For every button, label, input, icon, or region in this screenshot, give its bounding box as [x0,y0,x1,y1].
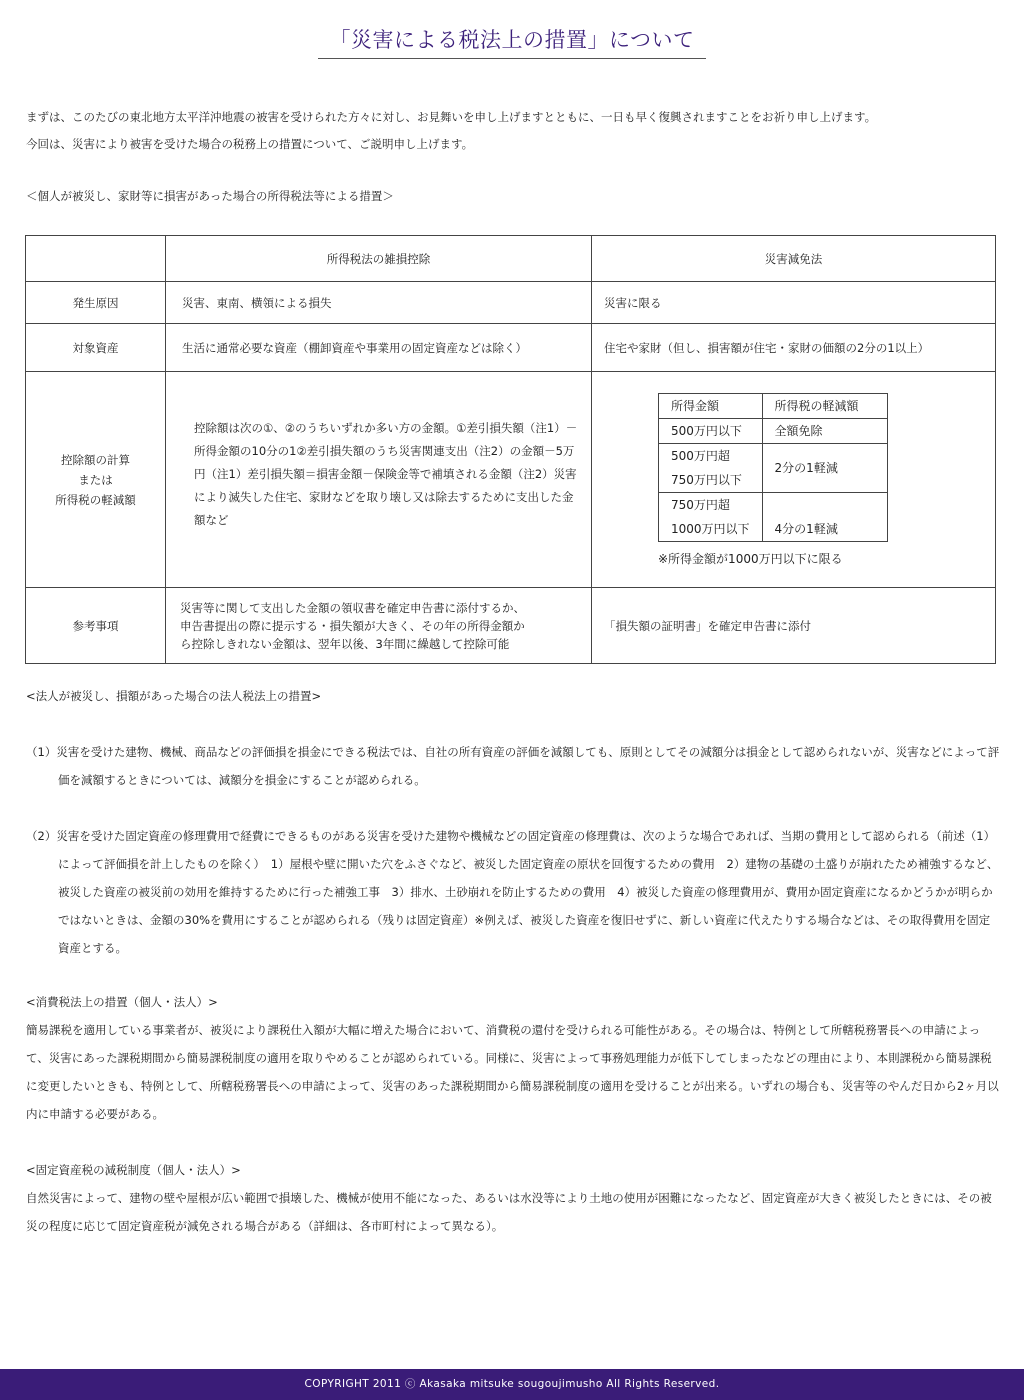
header-cell-genmen: 災害減免法 [592,236,996,282]
table-cell: 「損失額の証明書」を確定申告書に添付 [592,588,996,664]
table-row [26,324,996,372]
reduction-cell: 2分の1軽減 [762,443,887,492]
intro-line: 今回は、災害により被害を受けた場合の税務上の措置について、ご説明申し上げます。 [26,137,474,151]
consumption-body: 簡易課税を適用している事業者が、被災により課税仕入額が大幅に増えた場合において、消費税の還付を受けられる可能性がある。その場合は、特例として所轄税務署長への申請によって、災害にあった課税期間から簡易課税制度の適用を取りやめることが認められている。同様に、災害によって事務処理能力が低下してしまったなどの理由により、本則課税から簡易課税に変更したいときも、特例として、所轄税務署長への申請によって、災害のあった課税期間から簡易課税制度の適用を受けることが出来る。いずれの場合も、災害等のやんだ日から2ヶ月以内に申請する必要がある。 [26,1023,999,1121]
section-property-heading: <固定資産税の減税制度（個人・法人）> [26,1163,241,1177]
row-label [26,372,166,588]
reduction-cell: 4分の1軽減 [762,492,887,541]
row-label: 発生原因 [26,282,166,324]
income-line: 750万円以下 [671,472,742,487]
table-header-row [26,236,996,282]
corporate-item-1: （1）災害を受けた建物、機械、商品などの評価損を損金にできる税法では、自社の所有資産の評価を減額しても、原則としてその減額分は損金として認められないが、災害などによって評価を減額するときについては、減額分を損金にすることが認められる。 [26,745,1000,787]
row-label: 対象資産 [26,324,166,372]
section-consumption-heading: <消費税法上の措置（個人・法人）> [26,995,218,1009]
table-cell [166,372,592,588]
table-cell: 災害に限る [592,282,996,324]
table-row [26,372,996,588]
inner-row [659,443,888,492]
intro-text [26,104,1016,158]
inner-row [659,418,888,443]
inner-header-row [659,393,888,418]
corporate-item-2: （2）災害を受けた固定資産の修理費用で経費にできるものがある災害を受けた建物や機械などの固定資産の修理費は、次のような場合であれば、当期の費用として認められる（前述（1）によって評価損を計上したものを除く） 1）屋根や壁に開いた穴をふさぐなど、被災した固定資産の原状を回復するための費用 2）建物の基礎の土盛りが崩れたため補強するなど、被災した資産の被災前の効用を維持するために行った補強工事 3）排水、土砂崩れを防止するための費用 4）被災した資産の修理費用が、費用か固定資産になるかどうかが明らかではないときは、金額の30%を費用にすることが認められる（残りは固定資産）※例えば、被災した資産を復旧せずに、新しい資産に代えたりする場合などは、その取得費用を固定資産とする。 [26,829,999,955]
income-line: 1000万円以下 [671,521,750,536]
page-title: 「災害による税法上の措置」について [318,24,706,59]
row-label: 参考事項 [26,588,166,664]
inner-row [659,492,888,541]
table-cell [166,588,592,664]
table-cell: 生活に通常必要な資産（棚卸資産や事業用の固定資産などは除く） [166,324,592,372]
table-row [26,282,996,324]
income-cell [659,443,763,492]
header-cell-zasson: 所得税法の雑損控除 [166,236,592,282]
table-cell [592,372,996,588]
income-line: 750万円超 [671,497,730,512]
row-label-line: または [78,472,113,487]
reference-line: ら控除しきれない金額は、翌年以後、3年間に繰越して控除可能 [180,636,510,651]
deduction-calc-text: 控除額は次の①、②のうちいずれか多い方の金額。①差引損失額（注1）－所得金額の10分の1②差引損失額のうち災害関連支出（注2）の金額－5万円（注1）差引損失額＝損害金額－保険金等で補填される金額（注2）災害により滅失した住宅、家財などを取り壊し又は除去するために支出した金額など [194,421,578,527]
row-label-line: 控除額の計算 [61,452,130,467]
table-cell: 住宅や家財（但し、損害額が住宅・家財の価額の2分の1以上） [592,324,996,372]
income-cell [659,492,763,541]
reduction-note: ※所得金額が1000万円以下に限る [658,551,843,566]
section-individual-heading: ＜個人が被災し、家財等に損害があった場合の所得税法等による措置＞ [26,189,394,203]
inner-header-cell: 所得金額 [659,393,763,418]
reduction-cell: 全額免除 [762,418,887,443]
property-body: 自然災害によって、建物の壁や屋根が広い範囲で損壊した、機械が使用不能になった、あるいは水没等により土地の使用が困難になったなど、固定資産が大きく被災したときには、その被災の程度に応じて固定資産税が減免される場合がある（詳細は、各市町村によって異なる）。 [26,1191,992,1233]
footer-copyright: COPYRIGHT 2011 ⓒ Akasaka mitsuke sougoujimusho All Rights Reserved. [0,1369,1024,1400]
reference-line: 災害等に関して支出した金額の領収書を確定申告書に添付するか、 [180,600,525,615]
intro-line: まずは、このたびの東北地方太平洋沖地震の被害を受けられた方々に対し、お見舞いを申し上げますとともに、一日も早く復興されますことをお祈り申し上げます。 [26,110,877,124]
inner-header-cell: 所得税の軽減額 [762,393,887,418]
header-cell-empty [26,236,166,282]
tax-reduction-table [658,393,888,542]
table-row [26,588,996,664]
income-cell: 500万円以下 [659,418,763,443]
individual-measures-table [25,235,996,664]
section-corporate-heading: <法人が被災し、損額があった場合の法人税法上の措置> [26,689,322,703]
income-line: 500万円超 [671,448,730,463]
table-cell: 災害、東南、横領による損失 [166,282,592,324]
reference-line: 申告書提出の際に提示する・損失額が大きく、その年の所得金額か [180,618,525,633]
row-label-line: 所得税の軽減額 [55,492,136,507]
